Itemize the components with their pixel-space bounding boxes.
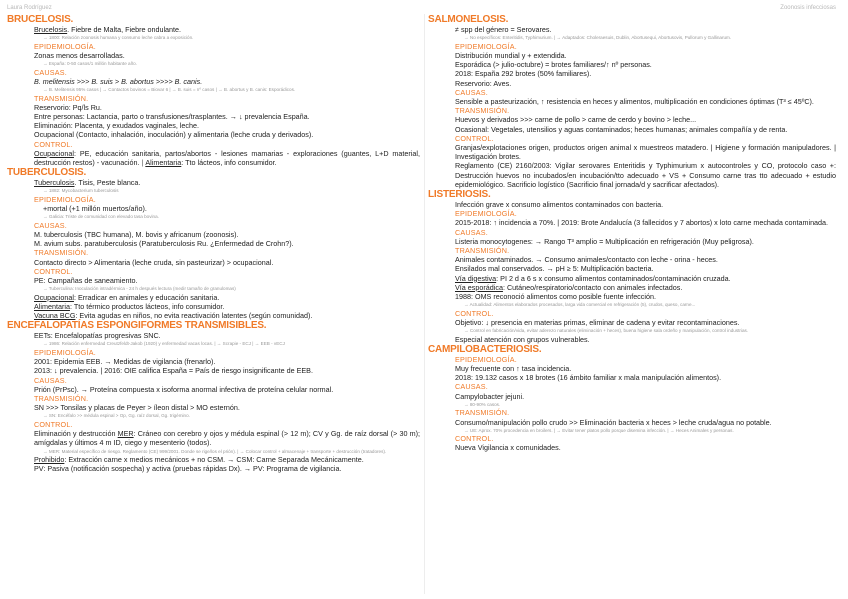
subheading: CONTROL. — [34, 419, 73, 429]
section-title: BRUCELOSIS. — [7, 14, 74, 25]
subheading: EPIDEMIOLOGÍA. — [455, 41, 517, 51]
intro-line — [34, 178, 420, 187]
text-line: Objetivo: ↓ presencia en materias primas, eliminar de cadena y evitar recontaminaciones. — [455, 317, 740, 327]
text-line: 2013: ↓ prevalencia. | 2016: OIE califica España = País de riesgo insignificante de EEB. — [34, 366, 313, 376]
text-line: SN >>> Tonsilas y placas de Peyer > íleon distal > MO esternón. — [34, 403, 240, 413]
section-brucelosis — [7, 14, 420, 167]
text-line: Eliminación: Placenta, y exudados vaginales, leche. — [34, 121, 200, 131]
subheading: TRANSMISIÓN. — [455, 106, 510, 116]
section-eet — [7, 320, 420, 473]
note: → B. Melitensis 95% casos | → Contactos bovinos = Biovar 6 | → B. suis = nº casos | → B. abortus y B. canis: Esporádicos. — [43, 87, 296, 93]
text-line: M. avium subs. paratuberculosis (Paratuberculosis Ru. ¿Enfermedad de Crohn?). — [34, 239, 294, 249]
term: Ocupacional — [34, 292, 74, 302]
term: Vía digestiva — [455, 273, 497, 283]
term: Brucelosis — [34, 25, 68, 34]
note: → 1882: Mycobacterium tuberculosis — [43, 188, 119, 194]
subject-label: Zoonosis infecciosas — [780, 5, 836, 11]
text-line: Campylobacter jejuni. — [455, 391, 525, 401]
text-line: Distribución mundial y + extendida. — [455, 50, 567, 60]
subheading: CONTROL. — [455, 434, 494, 444]
text-line: Ocupacional (Contacto, inhalación, inoculación) y alimentaria (leche cruda y derivados). — [34, 130, 314, 140]
subheading: TRANSMISIÓN. — [455, 245, 510, 255]
subheading: CAUSAS. — [455, 87, 488, 97]
text: : PI 2 d a 6 s x consumo alimentos contaminados/contaminación cruzada. — [496, 273, 731, 283]
right-column — [428, 14, 836, 453]
subheading: EPIDEMIOLOGÍA. — [34, 194, 96, 204]
text-line: Reglamento (CE) 2160/2003: Vigilar serovares Enteritidis y Typhimurium x autocontroles y CO, protocolo caso +: Destrucción huevos no incubados/en incubación/tto adecuado + VS + Consumo carne tras tto adecuado + estudio epidemiológico. Sacrificio logístico (Sacrificio final jornada/d y sacrificar afectados). — [455, 161, 836, 189]
author-label: Laura Rodríguez — [7, 5, 52, 11]
text-line: Contacto directo > Alimentaria (leche cruda, sin pasteurizar) > ocupacional. — [34, 257, 274, 267]
section-title: SALMONELOSIS. — [428, 14, 509, 25]
section-salmonelosis — [428, 14, 836, 189]
text: : Tto térmico productos lácteos, info consumidor. — [69, 301, 225, 311]
subheading: TRANSMISIÓN. — [455, 408, 510, 418]
text-line — [455, 274, 836, 283]
text-line: Granjas/explotaciones origen, productos origen animal x muestreos matadero. | Higiene y formación manipuladores. | Investigación brotes. — [455, 142, 836, 162]
text-line: Consumo/manipulación pollo crudo >> Eliminación bacteria x heces > leche cruda/agua no potable. — [455, 417, 772, 427]
text: . Fiebre de Malta, Fiebre ondulante. — [67, 25, 182, 34]
note: → MER: Material específico de riesgo. Reglamento (CE) 999/2001. Donde se rige/los el prión). | → Colocar control + almacenaje + transporte + destrucción (tratadores). — [43, 448, 387, 454]
text-line: 2015-2018: ↑ incidencia a 70%. | 2019: Brote Andalucía (3 fallecidos y 7 abortos) x loto carne mechada contaminada. — [455, 218, 829, 228]
text-line: Especial atención con grupos vulnerables. — [455, 334, 590, 344]
section-title: CAMPILOBACTERIOSIS. — [428, 343, 542, 355]
text-line — [34, 455, 420, 464]
term: Vacuna BCG — [34, 311, 76, 321]
note: → 1800: Relación zoonosis humana y consumo leche cabra a exposición. — [43, 35, 194, 41]
subheading: CAUSAS. — [34, 375, 67, 385]
section-tuberculosis — [7, 167, 420, 320]
text-line: Animales contaminados. → Consumo animales/contacto con leche - orina - heces. — [455, 255, 718, 265]
subheading: CAUSAS. — [34, 220, 67, 230]
subheading: EPIDEMIOLOGÍA. — [34, 41, 96, 51]
text-line — [455, 283, 836, 292]
section-campilobacteriosis — [428, 344, 836, 453]
text-line: Zonas menos desarrolladas. — [34, 50, 125, 60]
subheading: CONTROL. — [455, 133, 494, 143]
text-line: PE: Campañas de saneamiento. — [34, 275, 138, 285]
text: : PE, educación sanitaria, partos/abortos - lesiones mamarias - exploraciones (guantes, L+D material, destrucción restos) - vacunación. — [34, 148, 420, 167]
section-title: TUBERCULOSIS. — [7, 167, 87, 179]
text: : Tto lácteos, info consumidor. — [181, 157, 277, 167]
text-line — [34, 311, 420, 320]
subheading: EPIDEMIOLOGÍA. — [455, 209, 517, 219]
left-column — [7, 14, 420, 473]
text-line: 2001: Epidemia EEB. → Medidas de vigilancia (frenarlo). — [34, 357, 216, 367]
subheading: EPIDEMIOLOGÍA. — [34, 347, 96, 357]
text-line: Ocasional: Vegetales, utensilios y aguas contaminados; heces humanas; animales compañía y de renta. — [455, 124, 788, 134]
text-line: Huevos y derivados >>> carne de pollo > carne de cerdo y bovino > leche... — [455, 115, 697, 125]
subheading: CAUSAS. — [34, 67, 67, 77]
note: → No específicos: Enteritidis, Typhimurium. | → Adaptados: Choleraesuis, Dublin, Abortusequi, Abortusovis, Pullorum y Gallinarum. — [464, 35, 732, 41]
text-line: Infección grave x consumo alimentos contaminados con bacteria. — [455, 199, 664, 209]
text: : Erradicar en animales y educación sanitaria. — [73, 292, 220, 302]
text-line: Sensible a pasteurización, ↑ resistencia en heces y alimentos, multiplicación en condiciones óptimas (T³ ≤ 45ºC). — [455, 96, 814, 106]
text-line: B. melitensis >>> B. suis > B. abortus >>>> B. canis. — [34, 76, 203, 86]
text-line: EETs: Encefalopatías progresivas SNC. — [34, 331, 161, 341]
text-line: 1988: OMS reconoció alimentos como posible fuente infección. — [455, 291, 656, 301]
subheading: TRANSMISIÓN. — [34, 93, 89, 103]
section-title: LISTERIOSIS. — [428, 188, 491, 200]
text-line: Nueva Vigilancia x comunidades. — [455, 443, 561, 453]
text: : Evita agudas en niños, no evita reactivación latentes (según comunidad). — [75, 311, 313, 321]
term: Alimentaria — [145, 157, 182, 167]
text-line — [34, 302, 420, 311]
column-divider — [424, 14, 425, 594]
text: . Tisis, Peste blanca. — [74, 178, 141, 188]
text-line: Reservorio: Aves. — [455, 78, 512, 88]
term: Vía esporádica — [455, 282, 503, 292]
text: Eliminación y destrucción — [34, 429, 118, 439]
text-line: Ensilados mal conservados. → pH ≥ 5: Multiplicación bacteria. — [455, 264, 654, 274]
text-line: 2018: 19.132 casos x 18 brotes (16 ámbito familiar x mala manipulación alimentos). — [455, 373, 722, 383]
note: → Control en fabricación/vida, evitar aderezo naturales (eliminación + heces), buena higiene sala ordeño y manipulación, control industrias. — [464, 328, 749, 334]
text: : Extracción carne x medios mecánicos + no CSM. → CSM: Carne Separada Mecánicamente. — [64, 455, 364, 465]
subheading: CAUSAS. — [455, 382, 488, 392]
term: Prohibido — [34, 455, 65, 465]
subheading: EPIDEMIOLOGÍA. — [455, 354, 517, 364]
note: → Tuberculina: Inoculación intradérmica - 24 h después lectura (medir tamaño de granulomas) — [43, 286, 236, 292]
text: : Cutáneo/respiratorio/contacto con animales infectados. — [502, 282, 683, 292]
note: → Actualidad: Alimentos elaborados procesados, larga vida comercial en refrigeración (5), crudos, queso, carne... — [464, 302, 696, 308]
text-line — [34, 429, 420, 447]
note: → Galicia: Triste de comunidad con elevado tasa bovina. — [43, 214, 159, 220]
text-line: ≠ spp del género = Serovares. — [455, 25, 552, 34]
term: Alimentaria — [34, 301, 70, 311]
subheading: TRANSMISIÓN. — [34, 248, 89, 258]
text-line: Reservorio: Pq/ls Ru. — [34, 102, 102, 112]
text-line: Muy frecuente con ↑ tasa incidencia. — [455, 364, 572, 373]
note: → 80-90% casos. — [464, 401, 501, 407]
subheading: TRANSMISIÓN. — [34, 394, 89, 403]
note: → 1986: Relación enfermedad Creutzfeldt-Jakob (1920) y enfermedad vacas locas. | → Scrapie - ECJ | → EEB - vECJ — [43, 341, 285, 347]
text-line: Prión (PrPsc). → Proteína compuesta x isoforma anormal infectiva de proteína celular normal. — [34, 384, 334, 394]
text: : Cráneo con cerebro y ojos y médula espinal (> 12 m); CV y Gg. de raíz dorsal (> 30 m); amígdalas y últimos 4 m ID, ciego y mesenterio (todos). — [34, 429, 420, 448]
text-line: Entre personas: Lactancia, parto o transfusiones/trasplantes. → ↓ prevalencia España. — [34, 111, 310, 121]
subheading: CONTROL. — [34, 266, 73, 276]
term: MER — [117, 429, 134, 439]
text-line: Listeria monocytogenes: → Rango T³ amplio = Multiplicación en refrigeración (Muy peligrosa). — [455, 236, 754, 246]
text-line: M. tuberculosis (TBC humana), M. bovis y africanum (zoonosis). — [34, 229, 239, 239]
text-line: 2018: España 292 brotes (50% familiares). — [455, 69, 592, 79]
term: Ocupacional — [34, 148, 74, 158]
text-line: PV: Pasiva (notificación sospecha) y activa (pruebas rápidas Dx). → PV: Programa de vigilancia. — [34, 464, 342, 474]
note: → España: 0-50 casos/1 millón habitante año. — [43, 61, 137, 67]
note: → UE: Aprox. 70% procedencia en broilers. | → Evitar tener platos pollo porque disemina infección. | → Heces Animales y personas. — [464, 427, 734, 433]
note: → SN: Encéfalo >> médula espinal > Op, Gg. raíz dorsal, Gg. trigémino. — [43, 413, 190, 419]
text-line: Ocupacional: PE, educación sanitaria, partos/abortos - lesiones mamarias - exploraciones (guantes, L+D material, destrucción restos) - vacunación. | Alimentaria: Tto lácteos, info consumidor. — [34, 148, 420, 167]
intro-line — [34, 25, 420, 34]
text-line — [34, 293, 420, 302]
text-line: +mortal (+1 millón muertos/año). — [43, 204, 147, 214]
section-title: ENCEFALOPATÍAS ESPONGIFORMES TRANSMISIBLES. — [7, 320, 267, 332]
subheading: CONTROL. — [455, 308, 494, 318]
text-line: Esporádica (> julio-octubre) = brotes familiares/↑ nº personas. — [455, 60, 652, 70]
section-listeriosis — [428, 189, 836, 344]
subheading: CONTROL. — [34, 139, 73, 149]
subheading: CAUSAS. — [455, 227, 488, 237]
term: Tuberculosis — [34, 178, 75, 188]
